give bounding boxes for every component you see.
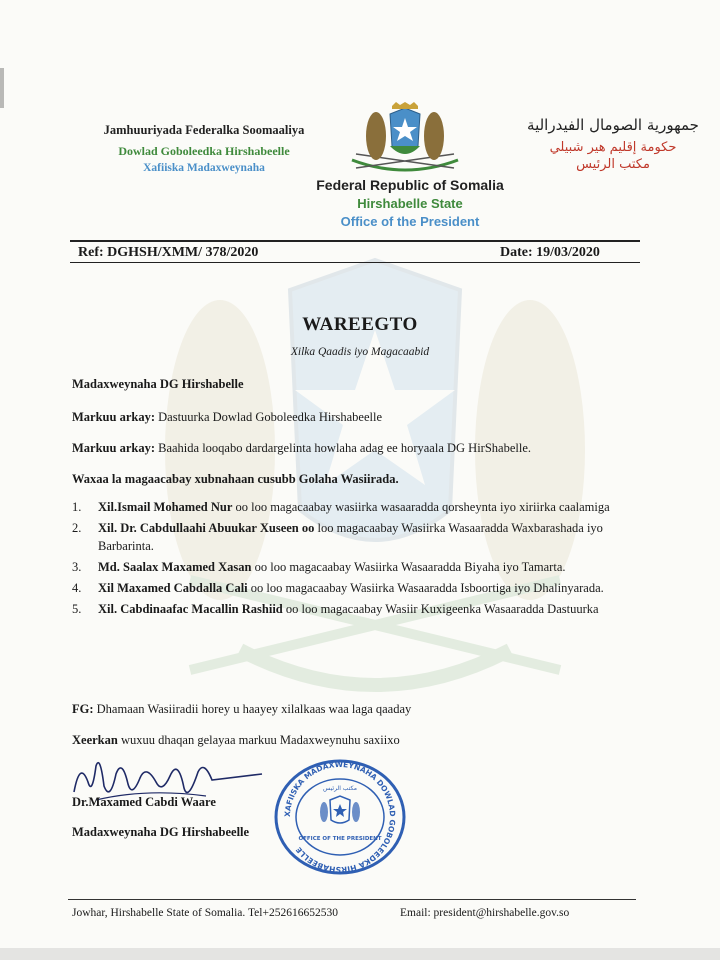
seal-outer-text: XAFIISKA MADAXWEYNAHA DOWLAD GOBOLEEDKA HIRSHABEELLE: [282, 759, 398, 875]
header-center-country: Federal Republic of Somalia: [316, 177, 504, 193]
appointment-text: oo loo magacaabay Wasiirka Wasaaradda Biyaha iyo Tamarta.: [251, 560, 566, 574]
note-line: [72, 702, 411, 717]
appointment-item: [72, 600, 632, 618]
appointment-item: [72, 558, 632, 576]
appointee-name: Xil. Dr. Cabdullaahi Abuukar Xuseen oo: [98, 521, 315, 535]
appointee-name: Xil. Cabdinaafac Macallin Rashiid: [98, 602, 283, 616]
recital-1-label: Markuu arkay:: [72, 410, 155, 424]
header-left-office: Xafiiska Madaxweynaha: [143, 162, 265, 174]
header-right-office: مكتب الرئيس: [576, 157, 650, 172]
signatory-name: Dr.Maxamed Cabdi Waare: [72, 795, 216, 809]
appointment-number: 1.: [72, 500, 82, 514]
appointment-number: 2.: [72, 521, 82, 535]
footer-rule: [68, 899, 636, 900]
appointment-item: [72, 519, 632, 555]
seal-inner-text: OFFICE OF THE PRESIDENT: [298, 836, 382, 842]
signatory-title: Madaxweynaha DG Hirshabeelle: [72, 825, 250, 839]
appointment-number: 5.: [72, 602, 82, 616]
document-date: Date: 19/03/2020: [500, 245, 600, 260]
header-center-office: Office of the President: [340, 214, 480, 229]
appointment-text: oo loo magacaabay wasiirka wasaaradda qorsheynta iyo xiriirka caalamiga: [232, 500, 610, 514]
closing-text: wuxuu dhaqan gelayaa markuu Madaxweynuhu saxiixo: [117, 733, 400, 747]
header-right-state: حكومة إقليم هير شبيلي: [549, 140, 677, 155]
header-left-country: Jamhuuriyada Federalka Soomaaliya: [103, 123, 305, 137]
svg-text:XAFIISKA MADAXWEYNAHA DOWLAD G: [283, 760, 397, 874]
appointee-name: Md. Saalax Maxamed Xasan: [98, 560, 252, 574]
appointment-text: loo magacaabay Wasiirka Wasaaradda Waxbarashada iyo Barbarinta.: [98, 521, 603, 553]
recital-2: [72, 441, 531, 456]
official-seal-icon: [272, 758, 408, 876]
note-text: Dhamaan Wasiiradii horey u haayey xilalkaas waa laga qaaday: [93, 702, 412, 716]
appointment-number: 3.: [72, 560, 82, 574]
document-subtitle: Xilka Qaadis iyo Magacaabid: [290, 346, 430, 358]
coat-of-arms-icon: [346, 102, 464, 174]
appointee-name: Xil.Ismail Mohamed Nur: [98, 500, 233, 514]
closing-line: [72, 733, 400, 748]
reference-number: Ref: DGHSH/XMM/ 378/2020: [78, 245, 259, 260]
recital-1: [72, 410, 382, 425]
paper-shadow-edge: [0, 948, 720, 960]
header-rule-top: [70, 240, 640, 242]
appointment-list: [72, 498, 632, 621]
recital-1-text: Dastuurka Dowlad Goboleedka Hirshabeelle: [155, 410, 383, 424]
appointment-number: 4.: [72, 581, 82, 595]
seal-arabic-text: مكتب الرئيس: [322, 785, 358, 792]
header-rule-bottom: [70, 262, 640, 263]
footer-email: Email: president@hirshabelle.gov.so: [400, 907, 570, 919]
header-right-block: [520, 116, 706, 172]
header-right-country: جمهورية الصومال الفيدرالية: [527, 116, 699, 134]
header-center-block: [300, 177, 520, 229]
header-left-state: Dowlad Goboleedka Hirshabeelle: [118, 144, 290, 158]
footer-address: Jowhar, Hirshabelle State of Somalia. Tel+252616652530: [72, 907, 338, 919]
appointment-text: oo loo magacaabay Wasiir Kuxigeenka Wasaaradda Dastuurka: [282, 602, 599, 616]
note-label: FG:: [72, 702, 94, 716]
header-center-state: Hirshabelle State: [357, 196, 463, 211]
appointment-intro: Waxaa la magaacabay xubnahaan cusubb Golaha Wasiirada.: [72, 472, 399, 486]
header-left-block: [84, 123, 324, 174]
scan-edge-mark: [0, 68, 4, 108]
appointment-item: [72, 579, 632, 597]
appointment-item: [72, 498, 632, 516]
appointee-name: Xil Maxamed Cabdalla Cali: [98, 581, 248, 595]
recital-2-label: Markuu arkay:: [72, 441, 155, 455]
appointment-text: oo loo magacaabay Wasiirka Wasaaradda Isboortiga iyo Dhalinyarada.: [247, 581, 604, 595]
closing-label: Xeerkan: [72, 733, 118, 747]
recital-2-text: Baahida looqabo dardargelinta howlaha adag ee horyaala DG HirShabelle.: [155, 441, 532, 455]
addressee: Madaxweynaha DG Hirshabelle: [72, 377, 244, 391]
document-title: WAREEGTO: [302, 314, 418, 335]
